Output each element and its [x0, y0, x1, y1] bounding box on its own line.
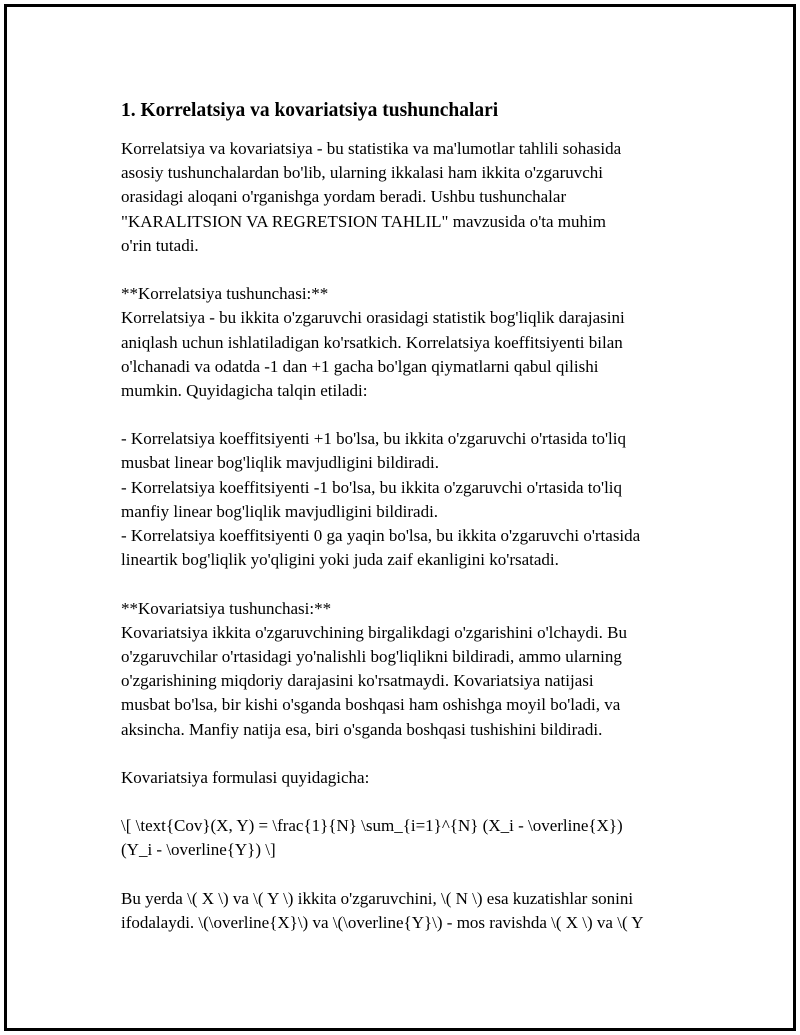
text-line: Kovariatsiya ikkita o'zgaruvchining birgalikdagi o'zgarishini o'lchaydi. Bu — [121, 622, 628, 642]
paragraph-spacer — [121, 572, 701, 596]
text-line: mumkin. Quyidagicha talqin etiladi: — [121, 380, 368, 400]
document-body — [121, 99, 701, 935]
covariance-heading: **Kovariatsiya tushunchasi:** — [121, 598, 332, 618]
text-line: o'rin tutadi. — [121, 235, 199, 255]
list-item: - Korrelatsiya koeffitsiyenti -1 bo'lsa, bu ikkita o'zgaruvchi o'rtasida to'liq — [121, 477, 623, 497]
paragraph-spacer — [121, 258, 701, 282]
section-heading: 1. Korrelatsiya va kovariatsiya tushunchalari — [121, 100, 499, 121]
intro-paragraph — [121, 137, 701, 258]
paragraph-spacer — [121, 403, 701, 427]
correlation-bullet-list — [121, 427, 701, 572]
text-line: aksincha. Manfiy natija esa, biri o'sganda boshqasi tushishini bildiradi. — [121, 719, 603, 739]
text-line: Korrelatsiya - bu ikkita o'zgaruvchi orasidagi statistik bog'liqlik darajasini — [121, 308, 625, 328]
text-line: o'zgarishining miqdoriy darajasini ko'rsatmaydi. Kovariatsiya natijasi — [121, 671, 594, 691]
text-line: o'lchanadi va odatda -1 dan +1 gacha bo'lgan qiymatlarni qabul qilishi — [121, 356, 599, 376]
list-item: manfiy linear bog'liqlik mavjudligini bildiradi. — [121, 501, 439, 521]
paragraph-spacer — [121, 742, 701, 766]
text-line: orasidagi aloqani o'rganishga yordam beradi. Ushbu tushunchalar — [121, 187, 567, 207]
formula-intro: Kovariatsiya formulasi quyidagicha: — [121, 767, 370, 787]
formula-line: \[ \text{Cov}(X, Y) = \frac{1}{N} \sum_{i=1}^{N} (X_i - \overline{X}) — [121, 816, 623, 836]
covariance-section — [121, 597, 701, 936]
paragraph-spacer — [121, 790, 701, 814]
correlation-heading: **Korrelatsiya tushunchasi:** — [121, 284, 329, 304]
text-line: Bu yerda \( X \) va \( Y \) ikkita o'zgaruvchini, \( N \) esa kuzatishlar sonini — [121, 888, 634, 908]
text-line: o'zgaruvchilar o'rtasidagi yo'nalishli bog'liqlikni bildiradi, ammo ularning — [121, 646, 622, 666]
text-line: "KARALITSION VA REGRETSION TAHLIL" mavzusida o'ta muhim — [121, 211, 606, 231]
correlation-section — [121, 282, 701, 572]
paragraph-spacer — [121, 863, 701, 887]
text-line: aniqlash uchun ishlatiladigan ko'rsatkich. Korrelatsiya koeffitsiyenti bilan — [121, 332, 623, 352]
text-line: ifodalaydi. \(\overline{X}\) va \(\overline{Y}\) - mos ravishda \( X \) va \( Y — [121, 913, 644, 932]
covariance-formula — [121, 814, 701, 862]
list-item: - Korrelatsiya koeffitsiyenti +1 bo'lsa, bu ikkita o'zgaruvchi o'rtasida to'liq — [121, 429, 626, 449]
formula-line: (Y_i - \overline{Y}) \] — [121, 840, 276, 860]
list-item: musbat linear bog'liqlik mavjudligini bildiradi. — [121, 453, 439, 473]
page-frame — [4, 4, 796, 1031]
text-line: Korrelatsiya va kovariatsiya - bu statistika va ma'lumotlar tahlili sohasida — [121, 139, 622, 158]
formula-explanation — [121, 887, 701, 935]
list-item: lineartik bog'liqlik yo'qligini yoki juda zaif ekanligini ko'rsatadi. — [121, 550, 559, 570]
list-item: - Korrelatsiya koeffitsiyenti 0 ga yaqin bo'lsa, bu ikkita o'zgaruvchi o'rtasida — [121, 526, 641, 545]
text-line: asosiy tushunchalardan bo'lib, ularning ikkalasi ham ikkita o'zgaruvchi — [121, 163, 604, 183]
text-line: musbat bo'lsa, bir kishi o'sganda boshqasi ham oshishga moyil bo'ladi, va — [121, 695, 621, 715]
